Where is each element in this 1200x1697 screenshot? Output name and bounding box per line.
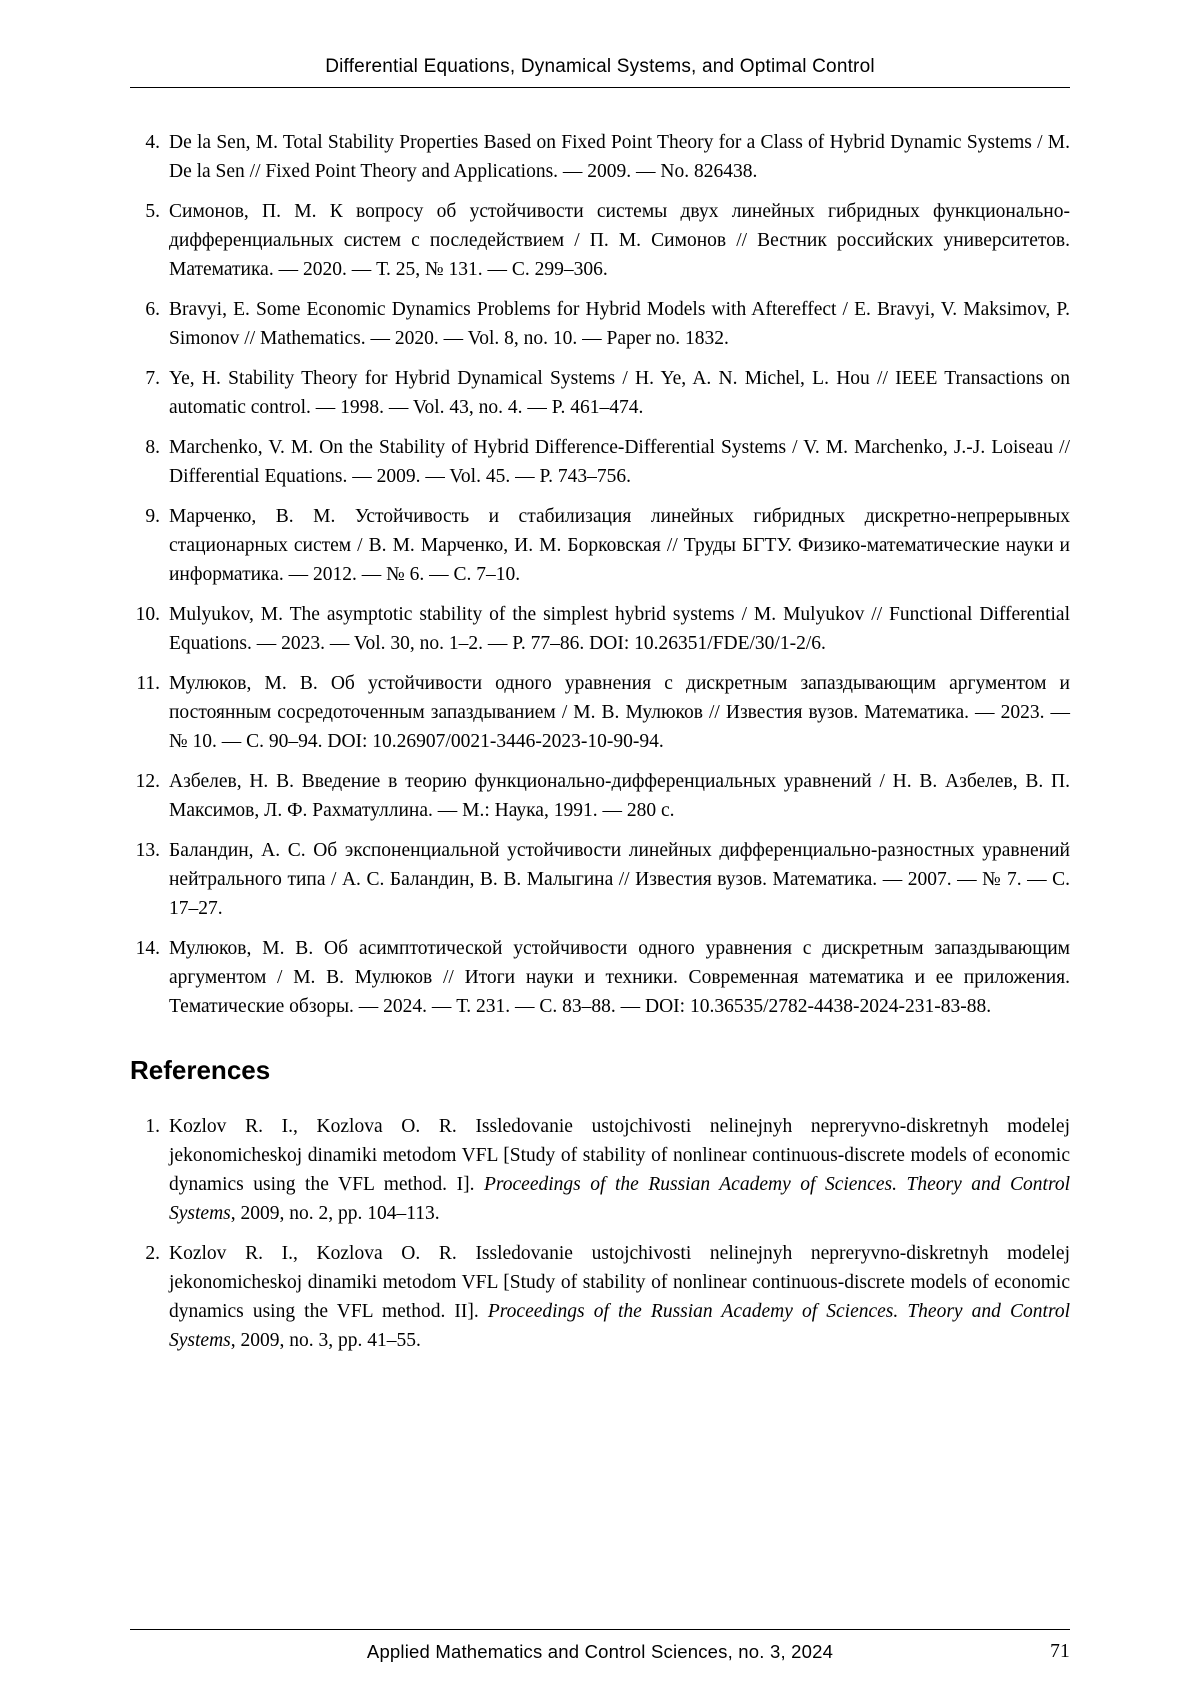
page-header	[130, 56, 1070, 87]
reference-number: 11.	[136, 673, 160, 694]
reference-number: 7.	[145, 368, 160, 389]
reference-number: 14.	[135, 938, 160, 959]
reference-item	[130, 502, 1070, 589]
reference-number: 6.	[145, 299, 160, 320]
reference-number: 13.	[135, 840, 160, 861]
reference-text: Баландин, А. С. Об экспоненциальной устойчивости линейных дифференциально-разностных уравнений нейтрального типа / А. С. Баландин, В. В. Малыгина // Известия вузов. Математика. — 2007. — № 7. — С. 17–27.	[169, 840, 1070, 919]
reference-number: 8.	[145, 437, 160, 458]
reference-item	[130, 128, 1070, 186]
reference-text: Азбелев, Н. В. Введение в теорию функционально-дифференциальных уравнений / Н. В. Азбелев, В. П. Максимов, Л. Ф. Рахматуллина. — М.: Наука, 1991. — 280 с.	[169, 771, 1070, 821]
reference-item	[130, 295, 1070, 353]
references-heading: References	[130, 1055, 271, 1085]
reference-text: Мулюков, М. В. Об устойчивости одного уравнения с дискретным запаздывающим аргументом и постоянным сосредоточенным запаздыванием / М. В. Мулюков // Известия вузов. Математика. — 2023. — № 10. — С. 90–94. DOI: 10.26907/0021-3446-2023-10-90-94.	[169, 673, 1070, 752]
footer-journal-line: Applied Mathematics and Control Sciences, no. 3, 2024	[366, 1641, 834, 1662]
footer-inner	[130, 1630, 1070, 1663]
reference-text: Мулюков, М. В. Об асимптотической устойчивости одного уравнения с дискретным запаздывающим аргументом / М. В. Мулюков // Итоги науки и техники. Современная математика и ее приложения. Тематические обзоры. — 2024. — Т. 231. — С. 83–88. — DOI: 10.36535/2782-4438-2024-231-83-88.	[169, 938, 1070, 1017]
reference-number: 2.	[145, 1243, 160, 1265]
reference-item	[130, 669, 1070, 756]
reference-item	[130, 767, 1070, 825]
reference-item	[130, 433, 1070, 491]
page-body	[130, 88, 1070, 1629]
reference-number: 10.	[135, 604, 160, 625]
reference-item	[130, 600, 1070, 658]
reference-text: Mulyukov, M. The asymptotic stability of the simplest hybrid systems / M. Mulyukov // Functional Differential Equations. — 2023. — Vol. 30, no. 1–2. — P. 77–86. DOI: 10.26351/FDE/30/1-2/6.	[169, 604, 1070, 654]
reference-text: Марченко, В. М. Устойчивость и стабилизация линейных гибридных дискретно-непрерывных стационарных систем / В. М. Марченко, И. М. Борковская // Труды БГТУ. Физико-математические науки и информатика. — 2012. — № 6. — С. 7–10.	[169, 506, 1070, 585]
page-number: 71	[1050, 1641, 1070, 1662]
reference-number: 12.	[135, 771, 160, 792]
reference-text: Marchenko, V. M. On the Stability of Hybrid Difference-Differential Systems / V. M. Marchenko, J.-J. Loiseau // Differential Equations. — 2009. — Vol. 45. — P. 743–756.	[169, 437, 1070, 487]
reference-text: Ye, H. Stability Theory for Hybrid Dynamical Systems / H. Ye, A. N. Michel, L. Hou // IEEE Transactions on automatic control. — 1998. — Vol. 43, no. 4. — P. 461–474.	[169, 368, 1070, 418]
reference-text: Bravyi, E. Some Economic Dynamics Problems for Hybrid Models with Aftereffect / E. Bravyi, V. Maksimov, P. Simonov // Mathematics. — 2020. — Vol. 8, no. 10. — Paper no. 1832.	[169, 299, 1070, 349]
reference-text: Симонов, П. М. К вопросу об устойчивости системы двух линейных гибридных функционально-дифференциальных систем с последействием / П. М. Симонов // Вестник российских университетов. Математика. — 2020. — Т. 25, № 131. — С. 299–306.	[169, 201, 1070, 280]
reference-item	[130, 836, 1070, 923]
reference-item	[130, 1239, 1070, 1355]
running-title: Differential Equations, Dynamical Systems, and Optimal Control	[325, 56, 875, 77]
bibliography-list	[130, 128, 1070, 1021]
reference-item	[130, 197, 1070, 284]
reference-text: De la Sen, M. Total Stability Properties Based on Fixed Point Theory for a Class of Hybrid Dynamic Systems / M. De la Sen // Fixed Point Theory and Applications. — 2009. — No. 826438.	[169, 132, 1070, 182]
reference-item	[130, 934, 1070, 1021]
reference-item	[130, 364, 1070, 422]
page-footer	[130, 1629, 1070, 1663]
reference-number: 1.	[145, 1116, 160, 1138]
reference-number: 4.	[145, 132, 160, 153]
reference-number: 5.	[145, 201, 160, 222]
reference-text: Kozlov R. I., Kozlova O. R. Issledovanie ustojchivosti nelinejnyh nepreryvno-diskretnyh modelej jekonomicheskoj dinamiki metodom VFL [Study of stability of nonlinear continuous-discrete models of economic dynamics using the VFL method. I]. Proceedings of the Russian Academy of Sciences. Theory and Control Systems, 2009, no. 2, pp. 104–113.	[169, 1116, 1070, 1225]
reference-text: Kozlov R. I., Kozlova O. R. Issledovanie ustojchivosti nelinejnyh nepreryvno-diskretnyh modelej jekonomicheskoj dinamiki metodom VFL [Study of stability of nonlinear continuous-discrete models of economic dynamics using the VFL method. II]. Proceedings of the Russian Academy of Sciences. Theory and Control Systems, 2009, no. 3, pp. 41–55.	[169, 1243, 1070, 1352]
reference-number: 9.	[145, 506, 160, 527]
reference-item	[130, 1112, 1070, 1228]
references-list	[130, 1112, 1070, 1355]
